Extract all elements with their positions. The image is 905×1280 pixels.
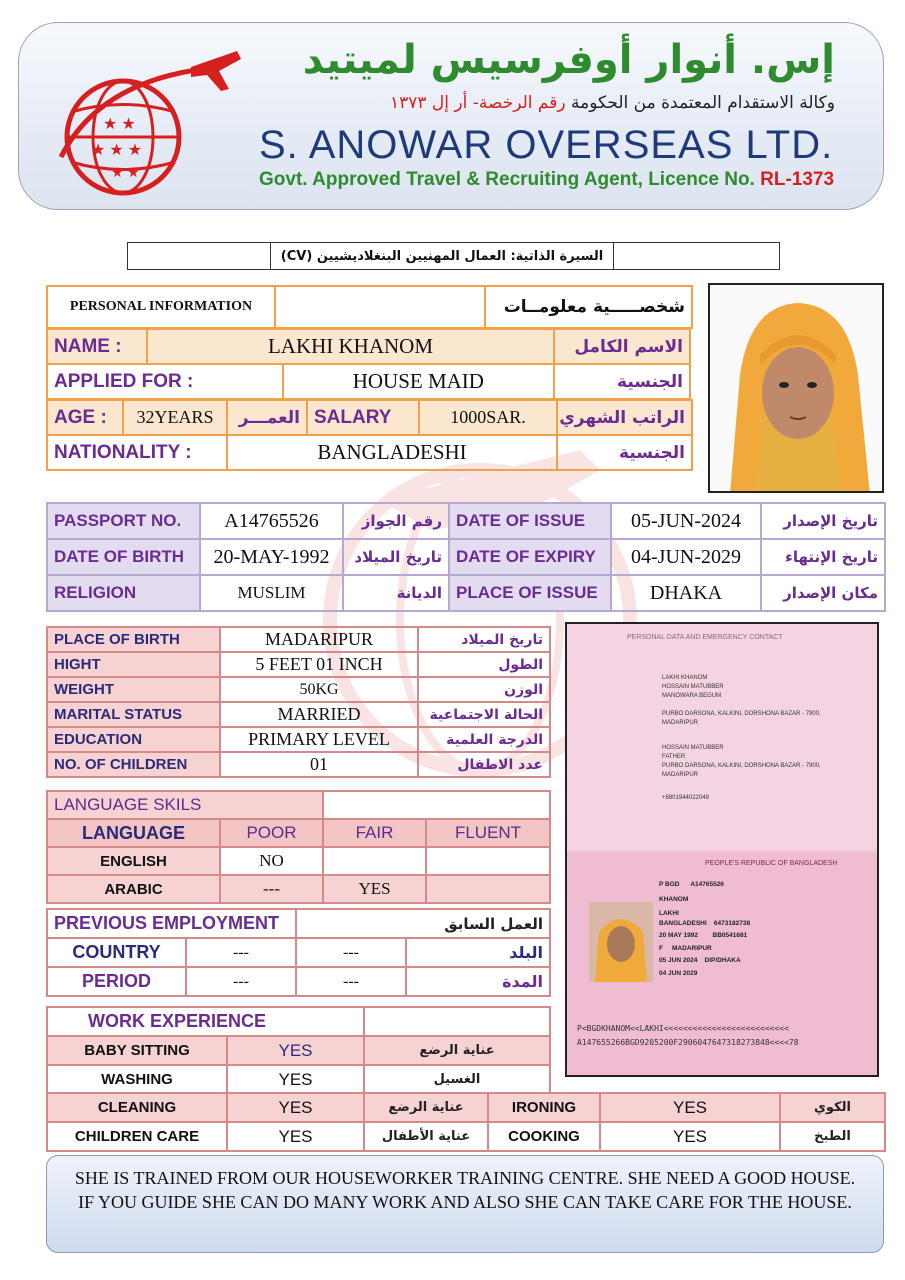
passport-no-label-ar: رقم الجواز	[343, 503, 449, 539]
dob-label: DATE OF BIRTH	[47, 539, 200, 575]
washing-value: YES	[227, 1065, 364, 1094]
language-fair: YES	[323, 875, 426, 903]
physical-row-value: PRIMARY LEVEL	[220, 727, 418, 752]
baby-sitting-value: YES	[227, 1036, 364, 1065]
personal-info-table	[46, 285, 693, 329]
issue-date-label: DATE OF ISSUE	[449, 503, 611, 539]
period-value-1: ---	[186, 967, 296, 996]
cleaning-value: YES	[227, 1093, 364, 1122]
place-issue-value: DHAKA	[611, 575, 761, 611]
cv-title-table	[127, 242, 780, 270]
language-name: ENGLISH	[47, 847, 220, 875]
physical-info-table	[46, 626, 551, 778]
religion-label: RELIGION	[47, 575, 200, 611]
expiry-date-value: 04-JUN-2029	[611, 539, 761, 575]
fluent-column-header: FLUENT	[426, 819, 550, 847]
notice-line-1: SHE IS TRAINED FROM OUR HOUSEWORKER TRAINING CENTRE. SHE NEED A GOOD HOUSE.	[74, 1168, 856, 1188]
physical-row-value: 50KG	[220, 677, 418, 702]
arabic-license: رقم الرخصة- أر إل ١٣٧٣	[390, 93, 566, 113]
nationality-label-ar: الجنسية	[557, 435, 692, 470]
language-fluent	[426, 847, 550, 875]
cleaning-label: CLEANING	[47, 1093, 227, 1122]
scan-sex-line: F MADARIPUR	[659, 944, 712, 952]
tagline-text: Govt. Approved Travel & Recruiting Agent, Licence No.	[259, 169, 755, 190]
name-label-ar: الاسم الكامل	[554, 329, 690, 364]
name-value: LAKHI KHANOM	[147, 329, 554, 364]
physical-row-label-ar: عدد الاطفال	[418, 752, 550, 777]
language-column-header: LANGUAGE	[47, 819, 220, 847]
children-care-value: YES	[227, 1122, 364, 1151]
applied-value: HOUSE MAID	[283, 364, 554, 399]
ironing-label-ar: الكوي	[780, 1093, 885, 1122]
scan-father: HOSSAIN MATUBBER	[662, 684, 724, 690]
company-banner	[18, 22, 884, 210]
physical-row-value: 5 FEET 01 INCH	[220, 652, 418, 677]
mrz-line-2: A147655266BGD9205200F2906047647318273848<<<<78	[577, 1038, 799, 1047]
scan-expiry: 04 JUN 2029	[659, 969, 698, 977]
language-skills-title: LANGUAGE SKILS	[47, 791, 323, 819]
language-fair	[323, 847, 426, 875]
physical-row-value: MARRIED	[220, 702, 418, 727]
passport-bio-block	[659, 880, 750, 978]
work-experience-wide-table	[46, 1092, 886, 1152]
previous-employment-title: PREVIOUS EMPLOYMENT	[47, 909, 296, 938]
notice-line-2: IF YOU GUIDE SHE CAN DO MANY WORK AND ALSO SHE CAN TAKE CARE FOR THE HOUSE.	[78, 1192, 852, 1212]
religion-label-ar: الديانة	[343, 575, 449, 611]
scan-dob-line: 20 MAY 1992 BB0541681	[659, 932, 748, 939]
company-tagline	[259, 169, 834, 191]
age-value: 32YEARS	[123, 400, 227, 435]
personal-info-label: PERSONAL INFORMATION	[47, 286, 275, 328]
scan-address: PURBO DARSONA, KALKINI, DORSHONA BAZAR - 7900, MADARIPUR	[662, 711, 821, 726]
period-label-ar: المدة	[406, 967, 550, 996]
dob-label-ar: تاريخ الميلاد	[343, 539, 449, 575]
applied-label: APPLIED FOR :	[47, 364, 283, 399]
fair-column-header: FAIR	[323, 819, 426, 847]
applied-label-ar: الجنسية	[554, 364, 690, 399]
arabic-agency-line	[390, 93, 835, 113]
issue-date-value: 05-JUN-2024	[611, 503, 761, 539]
physical-row-label-ar: الطول	[418, 652, 550, 677]
language-poor: ---	[220, 875, 323, 903]
company-name: S. ANOWAR OVERSEAS LTD.	[259, 123, 834, 167]
ironing-value: YES	[600, 1093, 780, 1122]
language-name: ARABIC	[47, 875, 220, 903]
age-label-ar: العمـــر	[227, 400, 307, 435]
washing-label: WASHING	[47, 1065, 227, 1094]
children-care-label-ar: عناية الأطفال	[364, 1122, 488, 1151]
ironing-label: IRONING	[488, 1093, 600, 1122]
religion-value: MUSLIM	[200, 575, 343, 611]
washing-label-ar: الغسيل	[364, 1065, 550, 1094]
language-poor: NO	[220, 847, 323, 875]
scan-type-code: P BGD A14765526	[659, 881, 724, 888]
passport-data-heading: PERSONAL DATA AND EMERGENCY CONTACT	[627, 634, 783, 641]
passport-country-heading: PEOPLE'S REPUBLIC OF BANGLADESH	[705, 860, 838, 867]
arabic-company-name: إس. أنوار أوفرسيس لميتيد	[302, 37, 835, 83]
language-skills-table	[46, 790, 551, 904]
scan-given: LAKHI	[659, 910, 679, 917]
personal-rows-table	[46, 328, 691, 400]
age-label: AGE :	[47, 400, 123, 435]
scan-surname: KHANOM	[659, 895, 689, 903]
arabic-agency: وكالة الاستقدام المعتمدة من الحكومة	[571, 93, 835, 113]
physical-row-value: 01	[220, 752, 418, 777]
scan-father-2: HOSSAIN MATUBBER	[662, 745, 724, 751]
notice-box	[46, 1155, 884, 1253]
poor-column-header: POOR	[220, 819, 323, 847]
country-value-2: ---	[296, 938, 406, 967]
name-label: NAME :	[47, 329, 147, 364]
country-label: COUNTRY	[47, 938, 186, 967]
physical-row-label-ar: الوزن	[418, 677, 550, 702]
physical-row-label: NO. OF CHILDREN	[47, 752, 220, 777]
children-care-label: CHILDREN CARE	[47, 1122, 227, 1151]
physical-row-label-ar: الدرجة العلمية	[418, 727, 550, 752]
period-value-2: ---	[296, 967, 406, 996]
cv-title: السيرة الذاتية: العمال المهنيين البنغلاديشيين (CV)	[271, 243, 614, 270]
svg-text:★ ★ ★: ★ ★ ★	[91, 142, 143, 159]
salary-label: SALARY	[307, 400, 419, 435]
scan-issue-line: 05 JUN 2024 DIP/DHAKA	[659, 957, 741, 964]
passport-mrz	[577, 1022, 799, 1050]
mrz-line-1: P<BGDKHANOM<<LAKHI<<<<<<<<<<<<<<<<<<<<<<<<<<	[577, 1024, 789, 1033]
passport-holder-photo	[589, 902, 653, 982]
place-issue-label: PLACE OF ISSUE	[449, 575, 611, 611]
svg-text:★ ★: ★ ★	[103, 116, 136, 133]
physical-row-label: PLACE OF BIRTH	[47, 627, 220, 652]
physical-row-label: EDUCATION	[47, 727, 220, 752]
dob-value: 20-MAY-1992	[200, 539, 343, 575]
place-issue-label-ar: مكان الإصدار	[761, 575, 885, 611]
svg-text:★ ★: ★ ★	[111, 166, 140, 181]
baby-sitting-label-ar: عناية الرضع	[364, 1036, 550, 1065]
work-experience-title: WORK EXPERIENCE	[47, 1007, 364, 1036]
cooking-value: YES	[600, 1122, 780, 1151]
physical-row-label-ar: الحالة الاجتماعية	[418, 702, 550, 727]
globe-plane-logo	[41, 37, 251, 207]
issue-date-label-ar: تاريخ الإصدار	[761, 503, 885, 539]
scan-address-2: PURBO DARSONA, KALKINI, DORSHONA BAZAR - 7900, MADARIPUR	[662, 763, 821, 778]
candidate-portrait-image	[710, 285, 884, 493]
previous-employment-table	[46, 908, 551, 997]
physical-row-value: MADARIPUR	[220, 627, 418, 652]
scan-mother: MANOWARA BEGUM	[662, 693, 722, 699]
passport-info-table	[46, 502, 886, 612]
age-salary-table	[46, 399, 693, 471]
personal-info-label-ar: شخصـــــية معلومــات	[485, 286, 692, 328]
previous-employment-title-ar: العمل السابق	[296, 909, 550, 938]
scan-telephone: +8801944022049	[662, 795, 709, 801]
baby-sitting-label: BABY SITTING	[47, 1036, 227, 1065]
cleaning-label-ar: عناية الرضع	[364, 1093, 488, 1122]
passport-contact-block	[662, 674, 822, 803]
cooking-label: COOKING	[488, 1122, 600, 1151]
salary-label-ar: الراتب الشهري	[557, 400, 692, 435]
passport-scan-image	[565, 622, 879, 1077]
passport-no-label: PASSPORT NO.	[47, 503, 200, 539]
work-experience-table	[46, 1006, 551, 1095]
physical-row-label: MARITAL STATUS	[47, 702, 220, 727]
expiry-date-label-ar: تاريخ الإنتهاء	[761, 539, 885, 575]
country-label-ar: البلد	[406, 938, 550, 967]
country-value-1: ---	[186, 938, 296, 967]
nationality-value: BANGLADESHI	[227, 435, 557, 470]
nationality-label: NATIONALITY :	[47, 435, 227, 470]
salary-value: 1000SAR.	[419, 400, 557, 435]
expiry-date-label: DATE OF EXPIRY	[449, 539, 611, 575]
period-label: PERIOD	[47, 967, 186, 996]
passport-no-value: A14765526	[200, 503, 343, 539]
language-fluent	[426, 875, 550, 903]
licence-number: RL-1373	[760, 169, 835, 190]
physical-row-label-ar: تاريخ الميلاد	[418, 627, 550, 652]
candidate-photo	[708, 283, 884, 493]
scan-name: LAKHI KHANOM	[662, 675, 708, 681]
scan-relationship: FATHER	[662, 754, 686, 760]
physical-row-label: HIGHT	[47, 652, 220, 677]
cooking-label-ar: الطبخ	[780, 1122, 885, 1151]
physical-row-label: WEIGHT	[47, 677, 220, 702]
scan-nationality-line: BANGLADESHI 6473182738	[659, 919, 751, 927]
